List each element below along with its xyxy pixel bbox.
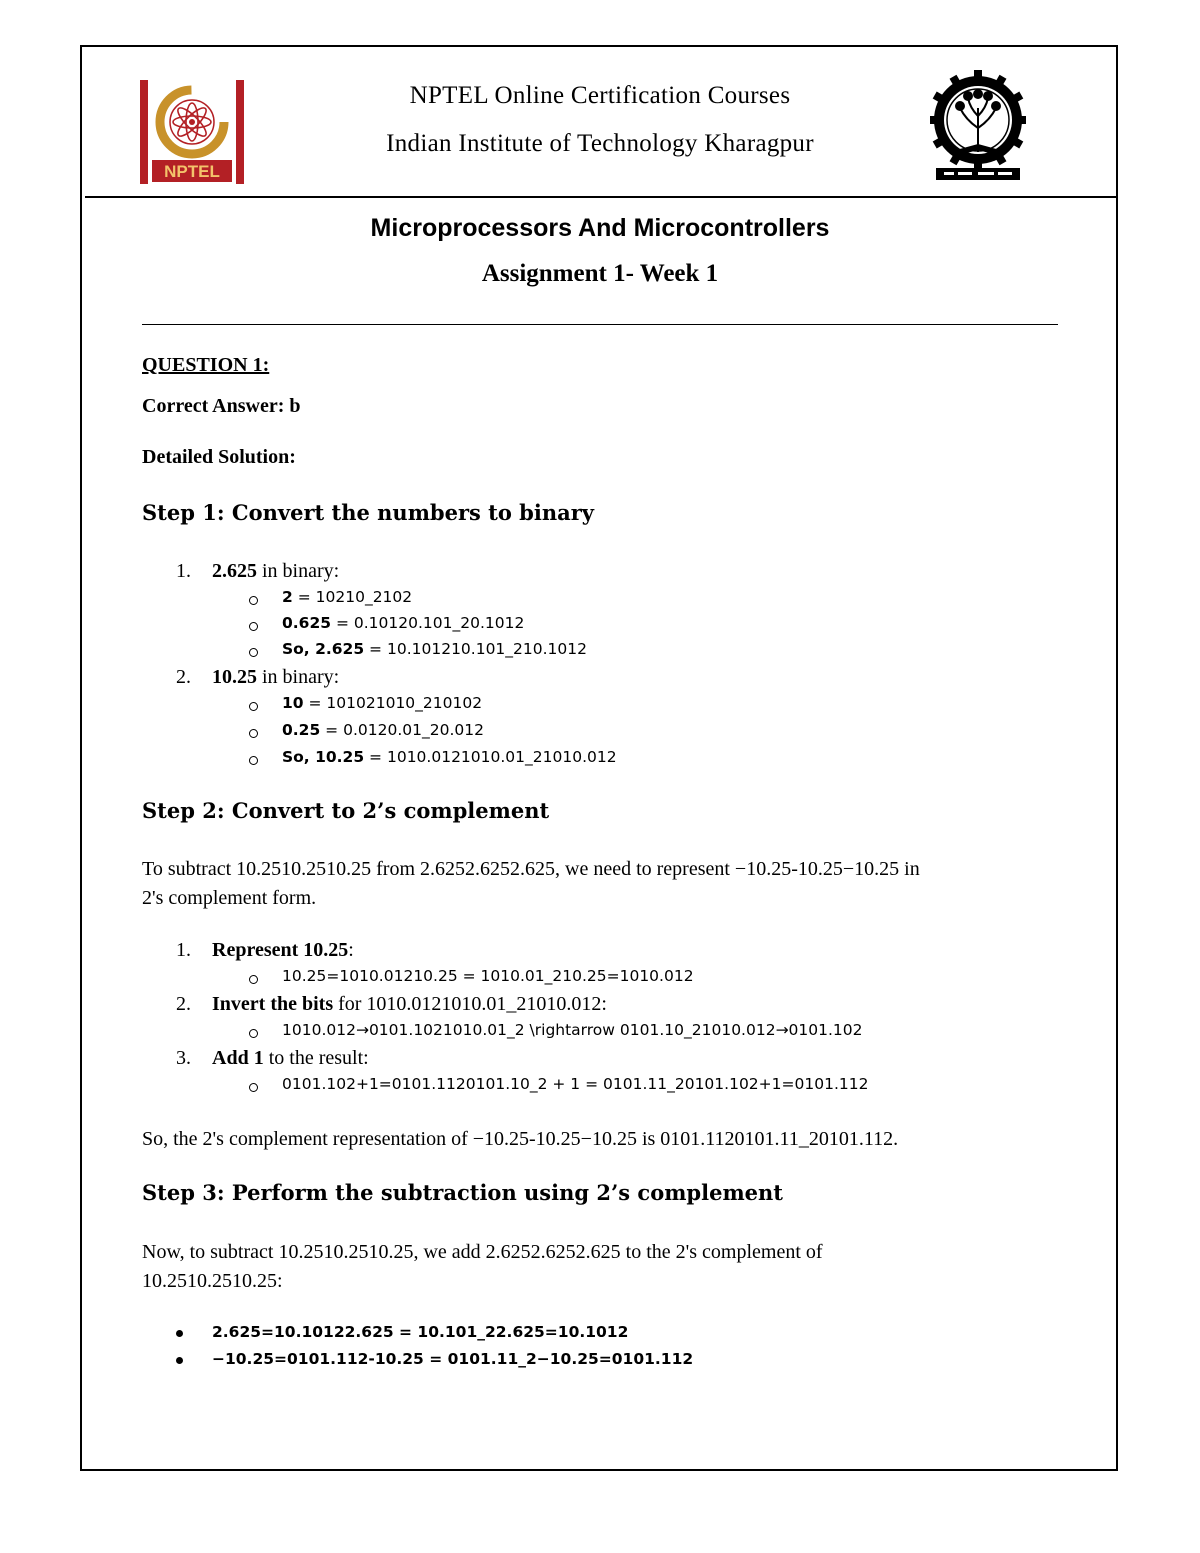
step1-item2-sub2: 0.25 = 0.0120.01_20.012 <box>282 721 484 739</box>
step1-item2-number: 2. <box>176 666 191 688</box>
step2-heading: Step 2: Convert to 2’s complement <box>142 798 550 823</box>
sub-bullet-icon <box>249 622 258 631</box>
sub-bullet-icon <box>249 596 258 605</box>
step1-item1-sub2: 0.625 = 0.10120.101_20.1012 <box>282 614 525 632</box>
sub-bullet-icon <box>249 1029 258 1038</box>
sub-bullet-icon <box>249 648 258 657</box>
sub-bullet-icon <box>249 729 258 738</box>
step2-item3-number: 3. <box>176 1047 191 1069</box>
sub-bullet-icon <box>249 1083 258 1092</box>
step2-item1-sub: 10.25=1010.01210.25 = 1010.01_210.25=1010.012 <box>282 967 694 985</box>
step3-heading: Step 3: Perform the subtraction using 2’s complement <box>142 1180 783 1205</box>
sub-bullet-icon <box>249 975 258 984</box>
nptel-logo-icon <box>140 80 246 186</box>
step1-item1: 2.625 in binary: <box>212 560 340 582</box>
step1-item2-sub1: 10 = 101021010_210102 <box>282 694 483 712</box>
step2-paragraph-line1: To subtract 10.2510.2510.25 from 2.6252.6252.625, we need to represent −10.25-10.25−10.25 in <box>142 858 920 880</box>
step3-bullet1: 2.625=10.10122.625 = 10.101_22.625=10.1012 <box>212 1323 629 1341</box>
correct-answer: Correct Answer: b <box>142 395 301 417</box>
question-heading: QUESTION 1: <box>142 354 270 376</box>
svg-text:NPTEL: NPTEL <box>164 162 220 181</box>
step2-item1-number: 1. <box>176 939 191 961</box>
iit-kharagpur-seal-icon <box>928 68 1028 184</box>
bullet-icon <box>176 1330 183 1337</box>
step3-bullet2: −10.25=0101.112-10.25 = 0101.11_2−10.25=0101.112 <box>212 1350 694 1368</box>
step1-item1-sub1: 2 = 10210_2102 <box>282 588 413 606</box>
step2-item2: Invert the bits for 1010.0121010.01_21010.012: <box>212 993 607 1015</box>
step2-item2-number: 2. <box>176 993 191 1015</box>
bullet-icon <box>176 1357 183 1364</box>
step1-item2-sub3: So, 10.25 = 1010.0121010.01_21010.012 <box>282 748 617 766</box>
step1-item2: 10.25 in binary: <box>212 666 340 688</box>
step1-item1-sub3: So, 2.625 = 10.101210.101_210.1012 <box>282 640 588 658</box>
sub-bullet-icon <box>249 702 258 711</box>
separator-line <box>142 324 1058 325</box>
header-line-iit: Indian Institute of Technology Kharagpur <box>386 130 814 157</box>
step2-item3: Add 1 to the result: <box>212 1047 369 1069</box>
detailed-solution-label: Detailed Solution: <box>142 446 296 468</box>
step2-item1: Represent 10.25: <box>212 939 354 961</box>
step3-paragraph-line2: 10.2510.2510.25: <box>142 1270 283 1292</box>
header-line-nptel: NPTEL Online Certification Courses <box>409 82 791 109</box>
course-title: Microprocessors And Microcontrollers <box>370 214 830 242</box>
header-divider <box>85 196 1118 198</box>
sub-bullet-icon <box>249 756 258 765</box>
step2-item2-sub: 1010.012→0101.1021010.01_2 \rightarrow 0101.10_21010.012→0101.102 <box>282 1021 863 1039</box>
step2-paragraph-line2: 2's complement form. <box>142 887 317 909</box>
step2-item3-sub: 0101.102+1=0101.1120101.10_2 + 1 = 0101.11_20101.102+1=0101.112 <box>282 1075 869 1093</box>
step2-conclusion: So, the 2's complement representation of −10.25-10.25−10.25 is 0101.1120101.11_20101.112. <box>142 1128 899 1150</box>
step3-paragraph-line1: Now, to subtract 10.2510.2510.25, we add 2.6252.6252.625 to the 2's complement of <box>142 1241 823 1263</box>
step1-heading: Step 1: Convert the numbers to binary <box>142 500 594 525</box>
step1-item1-number: 1. <box>176 560 191 582</box>
assignment-title: Assignment 1- Week 1 <box>481 260 719 287</box>
